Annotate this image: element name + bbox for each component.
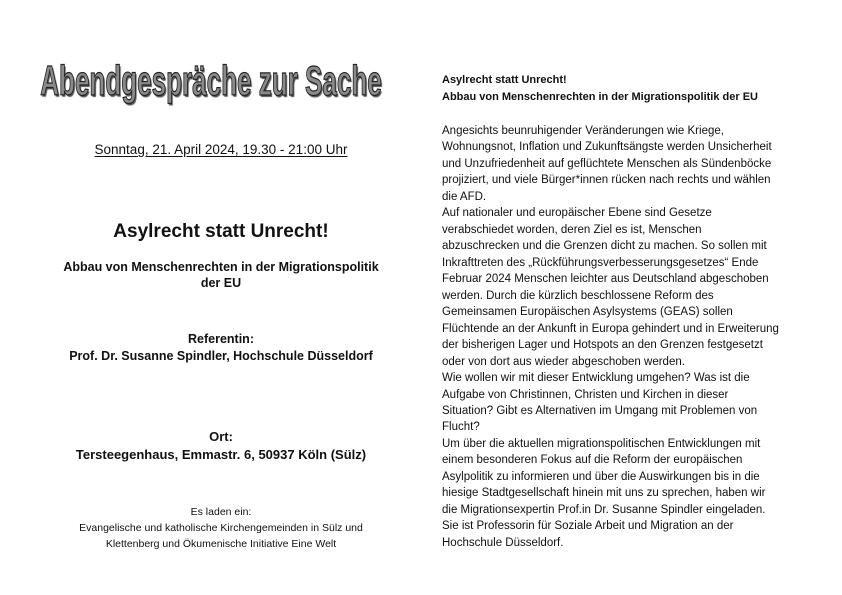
series-title: Abendgespräche zur Sache <box>40 57 382 104</box>
text-line: Situation? Gibt es Alternativen im Umgang mit Problemen von <box>442 404 758 417</box>
text-line: Flucht? <box>442 421 480 434</box>
text-line: Angesichts beunruhigender Veränderungen wie Kriege, <box>442 125 724 137</box>
text-line: abzuschrecken und die Grenzen dicht zu machen. So sollen mit <box>442 240 767 253</box>
text-line: einem besonderen Fokus auf die Reform der europäischen <box>442 454 743 467</box>
event-subtitle-line: Abbau von Menschenrechten in der Migrationspolitik <box>63 260 379 274</box>
text-line: Sie ist Professorin für Soziale Arbeit und Migration an der <box>442 520 734 533</box>
text-line: und Unzufriedenheit auf geflüchtete Menschen als Sündenböcke <box>442 157 772 170</box>
text-line: oder von dort aus wieder abgeschoben werden. <box>442 355 685 368</box>
event-title: Asylrecht statt Unrecht! <box>113 221 329 242</box>
event-date: Sonntag, 21. April 2024, 19.30 - 21:00 Uhr <box>94 142 348 157</box>
text-line: hiesige Stadtgesellschaft hinein mit uns zu sprechen, haben wir <box>442 487 766 500</box>
body-text <box>442 123 832 551</box>
speaker-name: Prof. Dr. Susanne Spindler, Hochschule Düsseldorf <box>69 349 373 363</box>
text-line: projiziert, und viele Bürger*innen rücken nach rechts und wählen <box>442 174 771 187</box>
text-line: Wie wollen wir mit dieser Entwicklung umgehen? Was ist die <box>442 372 750 385</box>
hosts-line: Klettenberg und Ökumenische Initiative Eine Welt <box>105 538 337 550</box>
text-line: Auf nationaler und europäischer Ebene sind Gesetze <box>442 207 712 220</box>
text-line: Flüchtende an der Ankunft in Europa gehindert und in Erweiterung <box>442 322 779 335</box>
text-line: Hochschule Düsseldorf. <box>442 536 564 549</box>
event-subtitle-line: der EU <box>200 276 242 290</box>
text-subtitle: Abbau von Menschenrechten in der Migrationspolitik der EU <box>442 91 758 103</box>
hosts-line: Evangelische und katholische Kirchengemeinden in Sülz und <box>79 522 363 534</box>
text-line: Wohnungsnot, Inflation und Zukunftsängste werden Unsicherheit <box>442 141 772 154</box>
text-line: Februar 2024 Menschen leichter aus Deutschland abgeschoben <box>442 273 769 286</box>
text-line: Gemeinsamen Europäischen Asylsystems (GEAS) sollen <box>442 306 733 319</box>
text-line: der bisherigen Lager und Hotspots an den Grenzen festgesetzt <box>442 339 763 352</box>
text-line: Asylpolitik zu informieren und über die Auswirkungen bis in die <box>442 470 760 483</box>
text-line: Inkrafttreten des „Rückführungsverbesserungsgesetzes“ Ende <box>442 256 759 269</box>
venue-label: Ort: <box>209 429 233 444</box>
text-line: werden. Durch die kürzlich beschlossene Reform des <box>442 289 714 302</box>
text-line: Aufgabe von Christinnen, Christen und Kirchen in dieser <box>442 388 729 401</box>
speaker-label: Referentin: <box>188 332 254 346</box>
text-title: Asylrecht statt Unrecht! <box>442 74 567 86</box>
text-line: Um über die aktuellen migrationspolitischen Entwicklungen mit <box>442 437 761 450</box>
text-line: die Migrationsexpertin Prof.in Dr. Susanne Spindler eingeladen. <box>442 503 766 516</box>
venue-address: Tersteegenhaus, Emmastr. 6, 50937 Köln (Sülz) <box>75 447 367 462</box>
text-line: die AFD. <box>442 190 487 203</box>
text-line: verabschiedet worden, deren Ziel es ist, Menschen <box>442 223 702 236</box>
hosts-label: Es laden ein: <box>190 506 252 518</box>
